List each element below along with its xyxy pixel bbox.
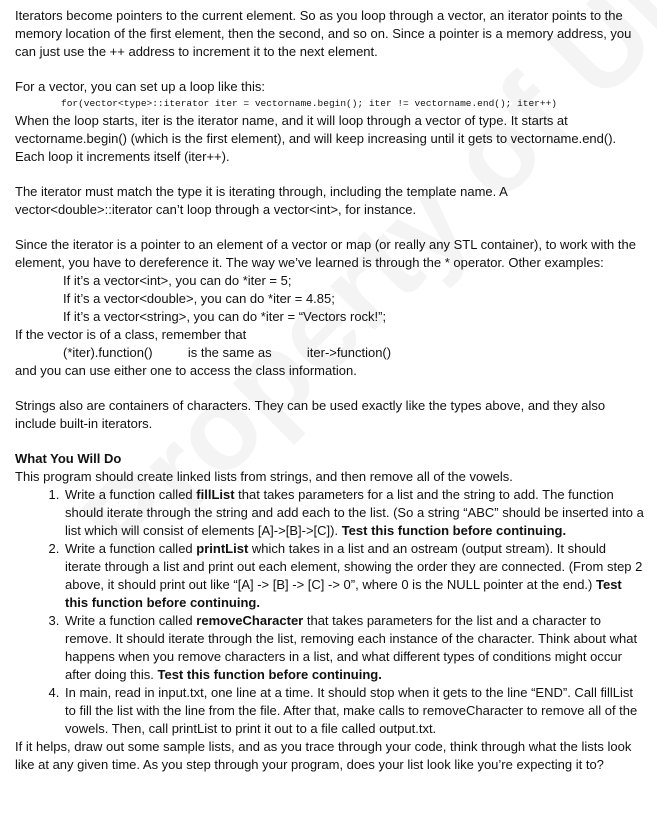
code-loop: for(vector<type>::iterator iter = vectorname.begin(); iter != vectorname.end(); iter++) [61, 98, 557, 109]
spacer [15, 380, 645, 397]
example-double: If it’s a vector<double>, you can do *iter = 4.85; [63, 291, 335, 306]
paragraph-iterator-type: The iterator must match the type it is iterating through, including the template name. A vector<double>::iterator can’t loop through a vector<int>, for instance. [15, 184, 508, 217]
step-text: In main, read in input.txt, one line at a time. It should stop when it gets to the line “END”. Call fillList to fill the list with the line from the file. After that, make calls to removeCharacter to remove all of the vowels. Then, call printList to print it out to a file called output.txt. [65, 685, 638, 736]
class-outro: and you can use either one to access the class information. [15, 363, 357, 378]
step-text: which takes in a list and an ostream (output stream). It should iterate through a list and print out each element, showing the order they are connected. (From step 2 above, it should print out like “[A] -> [B] -> [C] -> 0”, where 0 is the NULL pointer at the end.) [65, 541, 643, 592]
spacer [15, 433, 645, 450]
step-item [63, 486, 645, 540]
step-text: Write a function called [65, 487, 197, 502]
function-name: fillList [196, 487, 235, 502]
step-item [63, 612, 645, 684]
closing-paragraph: If it helps, draw out some sample lists, and as you trace through your code, think through what the lists look like at any given time. As you step through your program, does your list look like you’re expecting it to? [15, 739, 632, 772]
class-intro: If the vector is of a class, remember that [15, 327, 247, 342]
test-note: Test this function before continuing. [65, 577, 622, 610]
example-int: If it’s a vector<int>, you can do *iter = 5; [63, 273, 292, 288]
steps-list [15, 486, 645, 738]
step-text: that takes parameters for the list and a character to remove. It should iterate through the list, removing each instance of the character. Think about what happens when you remove characters in a list, and what different types of conditions might occur after doing this. [65, 613, 638, 682]
paragraph-strings: Strings also are containers of characters. They can be used exactly like the types above, and they also include built-in iterators. [15, 398, 606, 431]
class-right: iter->function() [306, 345, 392, 360]
spacer [15, 219, 645, 236]
section-intro: This program should create linked lists from strings, and then remove all of the vowels. [15, 469, 513, 484]
spacer [15, 61, 645, 78]
step-text: that takes parameters for a list and the string to add. The function should iterate through the string and add each to the list. (So a string “ABC” should be inserted into a list which will consist of elements [A]->[B]->[C]). [65, 487, 644, 538]
spacer [15, 166, 645, 183]
paragraph-dereference: Since the iterator is a pointer to an element of a vector or map (or really any STL container), to work with the element, you have to dereference it. The way we’ve learned is through the * operator. Other examples: [15, 237, 636, 270]
class-mid: is the same as [187, 345, 272, 360]
test-note: Test this function before continuing. [157, 667, 382, 682]
function-name: printList [196, 541, 249, 556]
step-text: Write a function called [65, 541, 197, 556]
section-heading: What You Will Do [15, 451, 122, 466]
example-string: If it’s a vector<string>, you can do *iter = “Vectors rock!”; [63, 309, 387, 324]
step-item [63, 540, 645, 612]
paragraph-iterators: Iterators become pointers to the current element. So as you loop through a vector, an iterator points to the memory location of the first element, then the second, and so on. Since a pointer is a memory address, you can just use the ++ address to increment it to the next element. [15, 8, 632, 59]
document-body [15, 7, 645, 774]
step-item [63, 684, 645, 738]
class-left: (*iter).function() [63, 345, 153, 360]
function-name: removeCharacter [196, 613, 304, 628]
paragraph-loop-explain: When the loop starts, iter is the iterator name, and it will loop through a vector of type. It starts at vectorname.begin() (which is the first element), and will keep increasing until it gets to vectorname.end(). Each loop it increments itself (iter++). [15, 113, 617, 164]
step-text: Write a function called [65, 613, 197, 628]
paragraph-loop-intro: For a vector, you can set up a loop like this: [15, 79, 266, 94]
test-note: Test this function before continuing. [341, 523, 567, 538]
class-equivalence [15, 344, 645, 362]
